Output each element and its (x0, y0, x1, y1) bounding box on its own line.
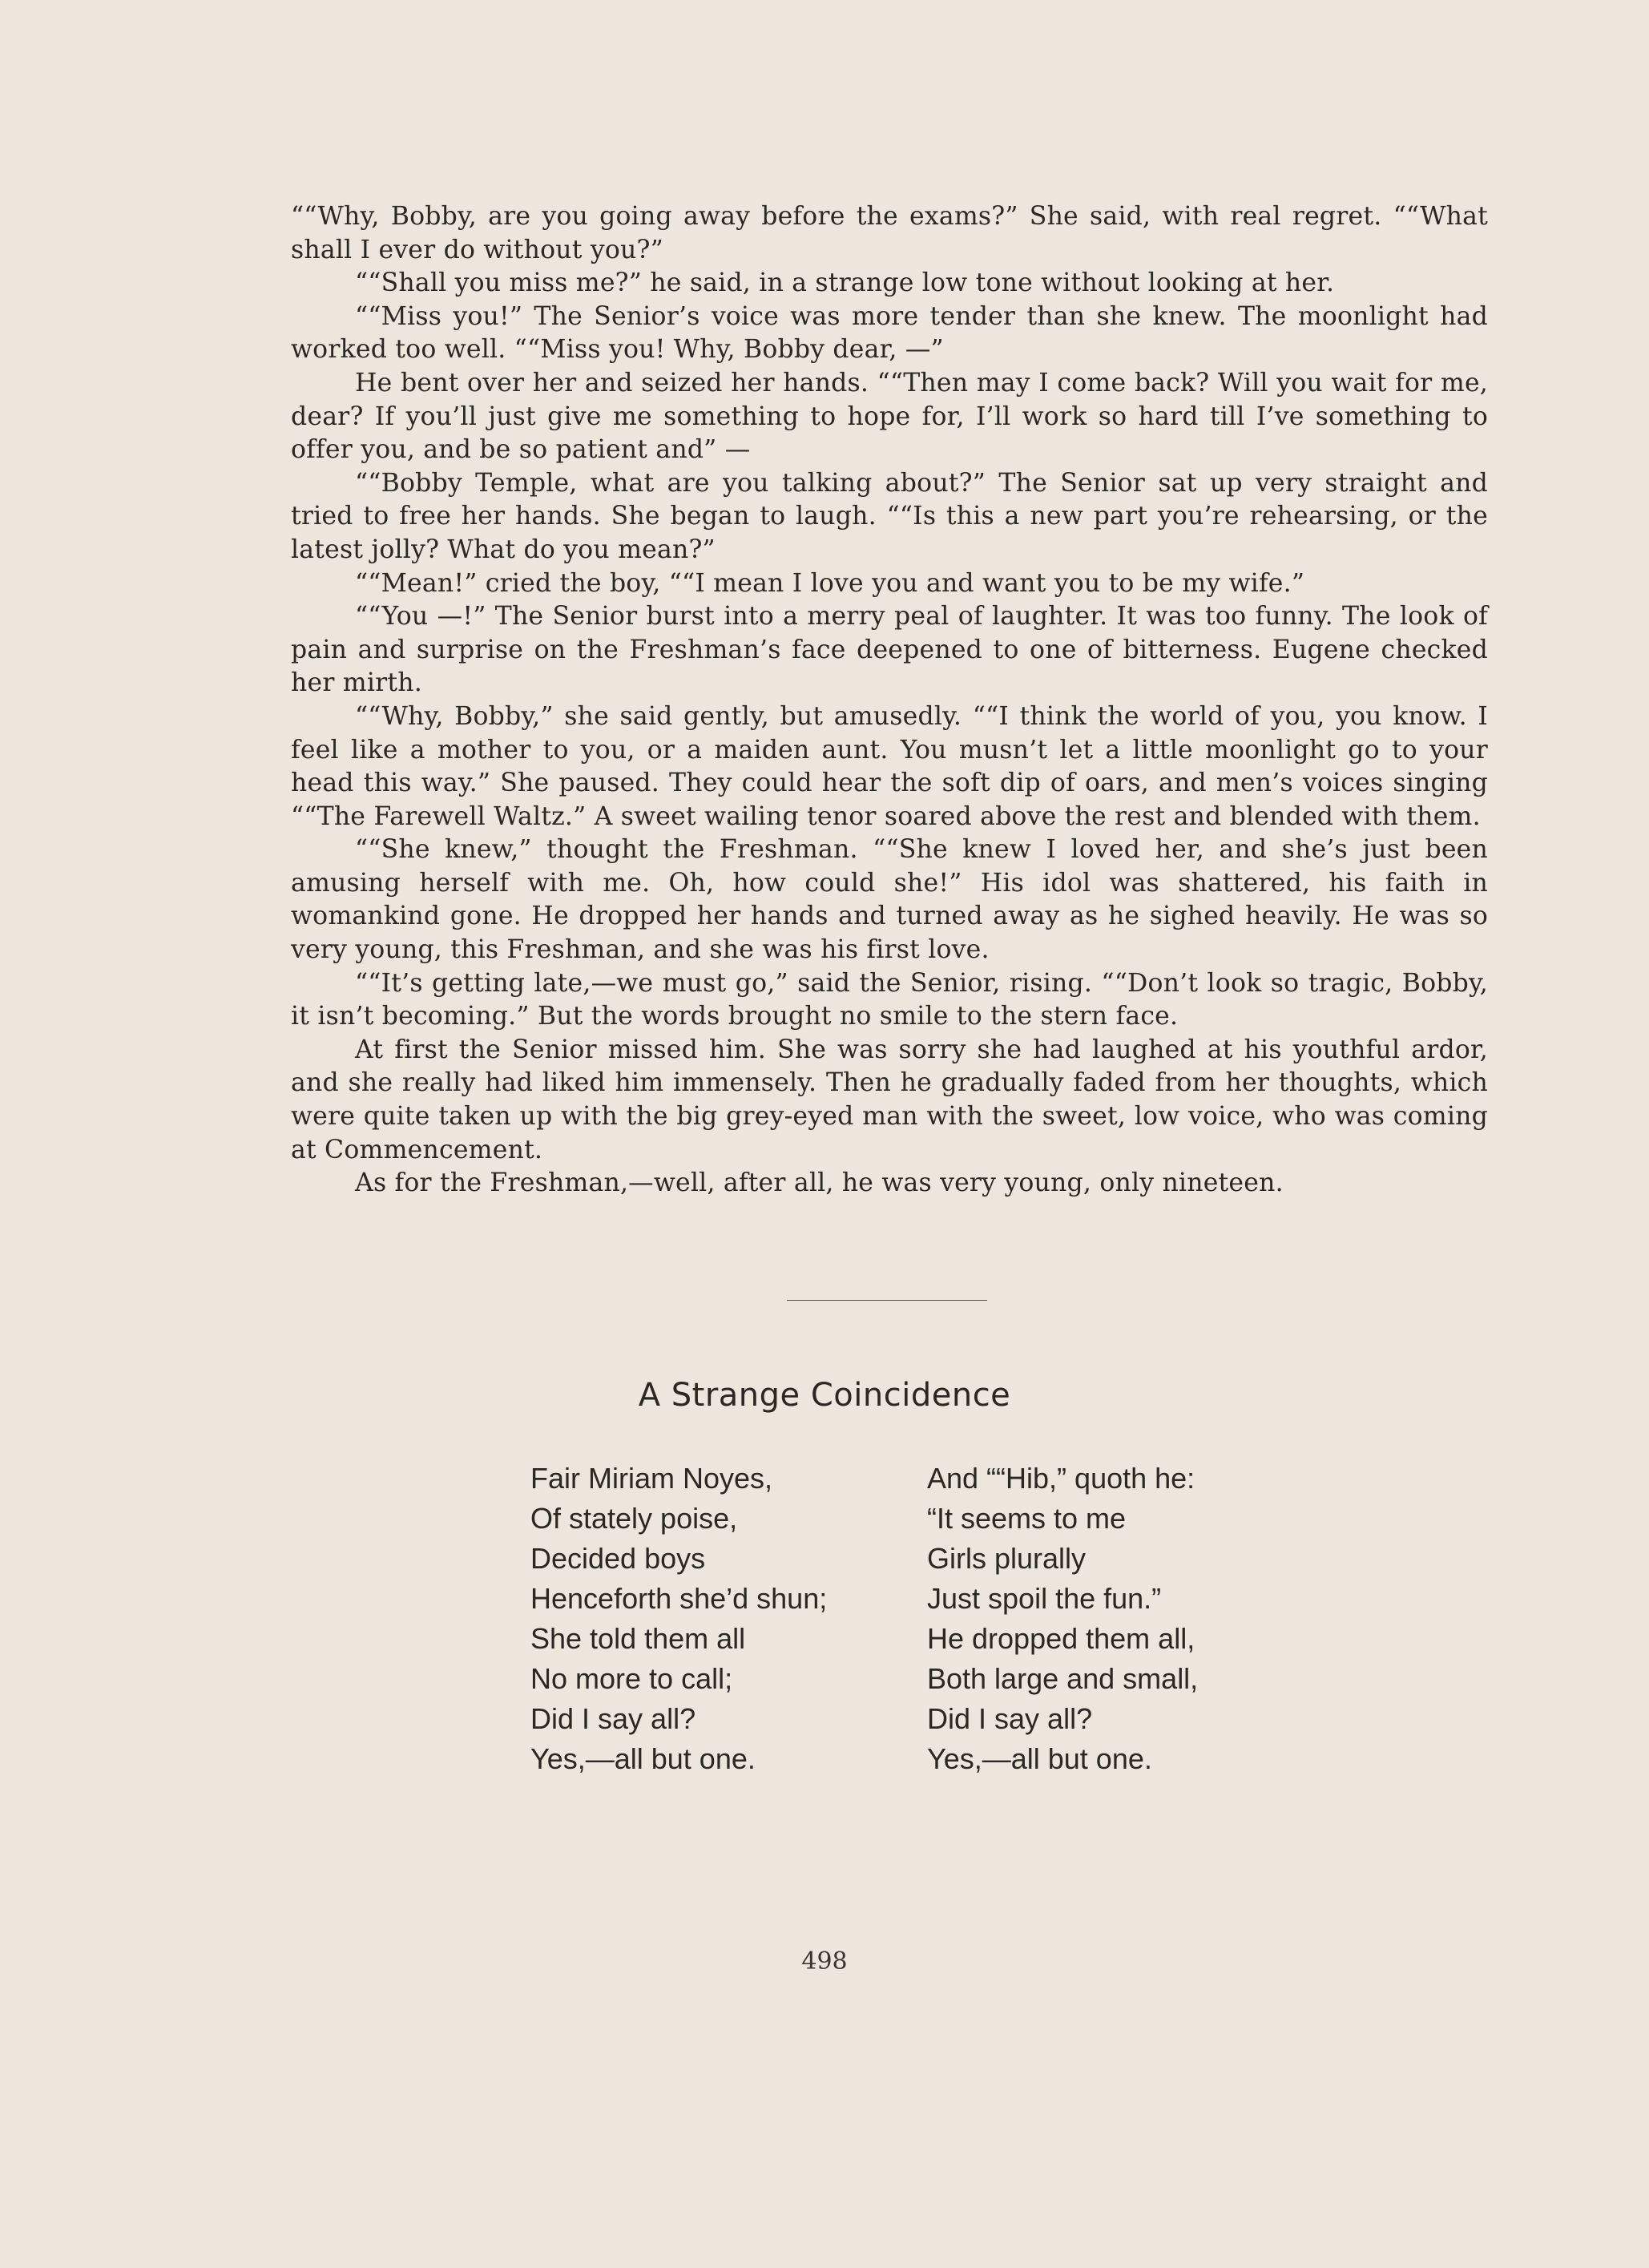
poem-line: Just spoil the fun.” (927, 1582, 1162, 1615)
poem-line: Fair Miriam Noyes, (530, 1462, 773, 1495)
story-paragraph: ““It’s getting late,—we must go,” said the Senior, rising. ““Don’t look so tragic, Bobby, it isn’t becoming.” But the words brought no smile to the stern face. (291, 968, 1488, 1031)
poem-title: A Strange Coincidence (638, 1377, 1011, 1414)
poem-line: Did I say all? (530, 1702, 696, 1735)
poem-line: Girls plurally (927, 1542, 1087, 1575)
story-paragraph: ““Miss you!” The Senior’s voice was more tender than she knew. The moonlight had worked too well. ““Miss you! Why, Bobby dear, —” (291, 301, 1488, 365)
poem-line: Did I say all? (927, 1702, 1093, 1735)
poem-line: Yes,—all but one. (927, 1742, 1152, 1775)
page-number: 498 (801, 1947, 848, 1975)
poem-line: Yes,—all but one. (530, 1742, 756, 1775)
poem-line: And ““Hib,” quoth he: (927, 1462, 1195, 1495)
story-paragraph: ““You —!” The Senior burst into a merry peal of laughter. It was too funny. The look of pain and surprise on the Freshman’s face deepened to one of bitterness. Eugene checked her mirth. (291, 602, 1488, 698)
story-paragraph: ““Why, Bobby, are you going away before the exams?” She said, with real regret. ““What shall I ever do without you?” (291, 202, 1488, 264)
poem-line: Decided boys (530, 1542, 706, 1575)
poem-line: He dropped them all, (927, 1622, 1195, 1655)
poem-line: No more to call; (530, 1662, 733, 1695)
poem-line: Henceforth she’d shun; (530, 1582, 828, 1615)
story-paragraph: As for the Freshman,—well, after all, he was very young, only nineteen. (355, 1168, 1284, 1198)
story-paragraph: At first the Senior missed him. She was sorry she had laughed at his youthful ardor, and she really had liked him immensely. Then he gradually faded from her thoughts, which were quite taken up with the big grey-eyed man with the sweet, low voice, who was coming at Commencement. (291, 1035, 1488, 1164)
poem-right-stanza (927, 1459, 1198, 1779)
story-paragraph: He bent over her and seized her hands. ““Then may I come back? Will you wait for me, dear? If you’ll just give me something to hope for, I’ll work so hard till I’ve something to offer you, and be so patient and” — (291, 368, 1488, 465)
story-paragraph: ““Mean!” cried the boy, ““I mean I love you and want you to be my wife.” (355, 568, 1305, 598)
story-text (291, 200, 1488, 1201)
poem-line: She told them all (530, 1622, 746, 1655)
story-paragraph: ““Bobby Temple, what are you talking about?” The Senior sat up very straight and tried to free her hands. She began to laugh. ““Is this a new part you’re rehearsing, or the latest jolly? What do you mean?” (291, 468, 1488, 564)
story-paragraph: ““Why, Bobby,” she said gently, but amusedly. ““I think the world of you, you know. I feel like a mother to you, or a maiden aunt. You musn’t let a little moonlight go to your head this way.” She paused. They could hear the soft dip of oars, and men’s voices singing ““The Farewell Waltz.” A sweet wailing tenor soared above the rest and blended with them. (291, 701, 1488, 831)
section-divider (787, 1300, 987, 1301)
story-paragraph: ““She knew,” thought the Freshman. ““She knew I loved her, and she’s just been amusing herself with me. Oh, how could she!” His idol was shattered, his faith in womankind gone. He dropped her hands and turned away as he sighed heavily. He was so very young, this Freshman, and she was his first love. (291, 835, 1488, 965)
poem-line: Both large and small, (927, 1662, 1199, 1695)
story-paragraph: ““Shall you miss me?” he said, in a strange low tone without looking at her. (355, 268, 1335, 298)
poem-line: “It seems to me (927, 1502, 1127, 1535)
poem-line: Of stately poise, (530, 1502, 738, 1535)
poem-left-stanza (530, 1459, 827, 1779)
